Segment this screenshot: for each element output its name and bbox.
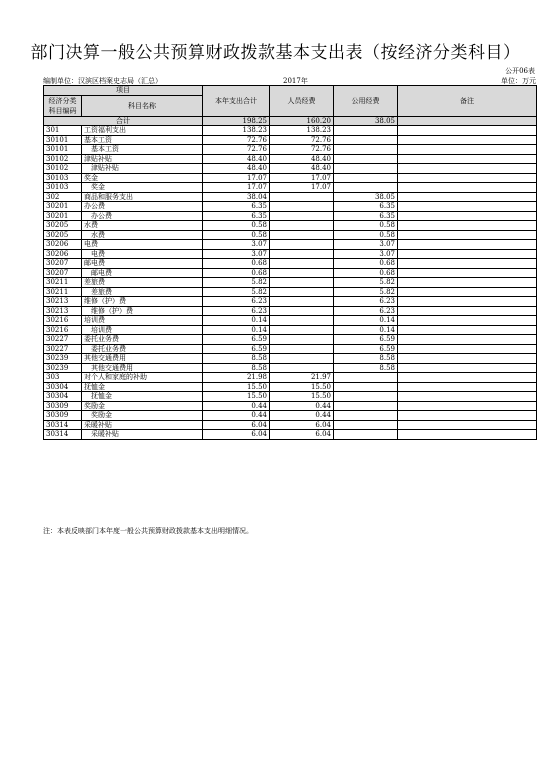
public-cell: 0.14	[334, 325, 398, 335]
total-cell: 3.07	[203, 240, 270, 250]
public-cell	[334, 135, 398, 145]
public-cell: 38.05	[334, 192, 398, 202]
total-cell: 0.68	[203, 268, 270, 278]
page-title: 部门决算一般公共预算财政拨款基本支出表（按经济分类科目）	[30, 43, 521, 63]
total-public-cell: 38.05	[334, 116, 398, 126]
personnel-cell	[270, 230, 334, 240]
remark-cell	[398, 268, 537, 278]
table-row	[44, 354, 537, 364]
code-cell: 30213	[44, 297, 82, 307]
public-cell: 0.68	[334, 259, 398, 269]
total-row	[44, 116, 537, 126]
name-cell: 维修（护）费	[82, 297, 203, 307]
name-cell: 其他交通费用	[82, 354, 203, 364]
remark-cell	[398, 259, 537, 269]
total-personnel-cell: 160.20	[270, 116, 334, 126]
code-cell: 30207	[44, 259, 82, 269]
expenditure-table	[43, 85, 537, 440]
remark-cell	[398, 230, 537, 240]
table-row	[44, 306, 537, 316]
name-cell: 津贴补贴	[82, 154, 203, 164]
table-row	[44, 145, 537, 155]
remark-cell	[398, 173, 537, 183]
remark-cell	[398, 325, 537, 335]
code-cell: 30206	[44, 240, 82, 250]
total-cell: 6.04	[203, 430, 270, 440]
public-cell: 8.58	[334, 354, 398, 364]
remark-cell	[398, 401, 537, 411]
name-cell: 奖金	[82, 173, 203, 183]
remark-cell	[398, 287, 537, 297]
table-row	[44, 316, 537, 326]
table-row	[44, 259, 537, 269]
table-row	[44, 373, 537, 383]
total-cell: 5.82	[203, 278, 270, 288]
table-row	[44, 164, 537, 174]
remark-cell	[398, 211, 537, 221]
personnel-cell	[270, 306, 334, 316]
code-cell: 30101	[44, 145, 82, 155]
table-row	[44, 325, 537, 335]
name-cell: 采暖补贴	[82, 420, 203, 430]
public-cell	[334, 126, 398, 136]
code-cell: 30211	[44, 287, 82, 297]
total-cell: 15.50	[203, 382, 270, 392]
table-row	[44, 420, 537, 430]
unit-label: 单位：万元	[501, 77, 536, 85]
remark-cell	[398, 145, 537, 155]
total-cell: 138.23	[203, 126, 270, 136]
name-cell: 采暖补贴	[82, 430, 203, 440]
code-cell: 30216	[44, 325, 82, 335]
remark-cell	[398, 363, 537, 373]
total-cell: 6.04	[203, 420, 270, 430]
remark-cell	[398, 249, 537, 259]
table-row	[44, 173, 537, 183]
personnel-cell: 72.76	[270, 145, 334, 155]
table-row	[44, 126, 537, 136]
code-cell: 30205	[44, 230, 82, 240]
total-cell: 8.58	[203, 363, 270, 373]
name-cell: 邮电费	[82, 268, 203, 278]
total-cell: 198.25	[203, 116, 270, 126]
table-row	[44, 297, 537, 307]
header-remark: 备注	[398, 86, 537, 117]
public-cell	[334, 164, 398, 174]
org-label: 编制单位：汉滨区档案史志局（汇总）	[43, 77, 162, 85]
name-cell: 委托业务费	[82, 335, 203, 345]
remark-cell	[398, 202, 537, 212]
public-cell	[334, 392, 398, 402]
name-cell: 商品和服务支出	[82, 192, 203, 202]
table-row	[44, 401, 537, 411]
remark-cell	[398, 306, 537, 316]
code-cell: 30239	[44, 363, 82, 373]
table-row	[44, 221, 537, 231]
personnel-cell: 48.40	[270, 154, 334, 164]
total-cell: 6.23	[203, 306, 270, 316]
name-cell: 差旅费	[82, 287, 203, 297]
code-cell: 30213	[44, 306, 82, 316]
personnel-cell	[270, 259, 334, 269]
name-cell: 电费	[82, 240, 203, 250]
personnel-cell	[270, 335, 334, 345]
table-row	[44, 192, 537, 202]
total-cell: 21.98	[203, 373, 270, 383]
remark-cell	[398, 382, 537, 392]
table-row	[44, 430, 537, 440]
remark-cell	[398, 154, 537, 164]
public-cell: 3.07	[334, 249, 398, 259]
name-cell: 办公费	[82, 202, 203, 212]
personnel-cell	[270, 297, 334, 307]
header-project: 项目	[44, 86, 203, 96]
code-cell: 301	[44, 126, 82, 136]
personnel-cell: 0.44	[270, 401, 334, 411]
table-row	[44, 240, 537, 250]
table-row	[44, 183, 537, 193]
code-cell: 303	[44, 373, 82, 383]
personnel-cell	[270, 344, 334, 354]
name-cell: 其他交通费用	[82, 363, 203, 373]
header-total: 本年支出合计	[203, 86, 270, 117]
public-cell: 6.59	[334, 344, 398, 354]
remark-cell	[398, 126, 537, 136]
remark-cell	[398, 297, 537, 307]
personnel-cell	[270, 268, 334, 278]
name-cell: 电费	[82, 249, 203, 259]
public-cell: 6.59	[334, 335, 398, 345]
personnel-cell: 6.04	[270, 420, 334, 430]
name-cell: 委托业务费	[82, 344, 203, 354]
total-cell: 5.82	[203, 287, 270, 297]
name-cell: 办公费	[82, 211, 203, 221]
header-code: 经济分类科目编码	[44, 95, 82, 116]
name-cell: 对个人和家庭的补助	[82, 373, 203, 383]
total-cell: 15.50	[203, 392, 270, 402]
personnel-cell	[270, 221, 334, 231]
public-cell: 6.23	[334, 306, 398, 316]
code-cell: 30211	[44, 278, 82, 288]
name-cell: 维修（护）费	[82, 306, 203, 316]
personnel-cell: 0.44	[270, 411, 334, 421]
total-cell: 72.76	[203, 145, 270, 155]
personnel-cell: 6.04	[270, 430, 334, 440]
code-cell: 30216	[44, 316, 82, 326]
code-cell: 30201	[44, 202, 82, 212]
public-cell	[334, 430, 398, 440]
personnel-cell: 15.50	[270, 392, 334, 402]
header-personnel: 人员经费	[270, 86, 334, 117]
personnel-cell	[270, 363, 334, 373]
public-cell	[334, 173, 398, 183]
code-cell: 302	[44, 192, 82, 202]
code-cell: 30304	[44, 382, 82, 392]
remark-cell	[398, 240, 537, 250]
code-cell: 30314	[44, 430, 82, 440]
name-cell: 奖金	[82, 183, 203, 193]
remark-cell	[398, 392, 537, 402]
total-cell: 17.07	[203, 183, 270, 193]
public-cell	[334, 183, 398, 193]
name-cell: 水费	[82, 230, 203, 240]
code-cell: 30309	[44, 411, 82, 421]
personnel-cell: 21.97	[270, 373, 334, 383]
table-row	[44, 135, 537, 145]
personnel-cell	[270, 202, 334, 212]
remark-cell	[398, 420, 537, 430]
total-cell: 72.76	[203, 135, 270, 145]
remark-cell	[398, 373, 537, 383]
personnel-cell	[270, 325, 334, 335]
year-label: 2017年	[283, 77, 308, 85]
personnel-cell	[270, 316, 334, 326]
table-row	[44, 335, 537, 345]
total-cell: 38.04	[203, 192, 270, 202]
code-cell: 30102	[44, 154, 82, 164]
code-cell: 30103	[44, 173, 82, 183]
code-cell: 30239	[44, 354, 82, 364]
personnel-cell	[270, 287, 334, 297]
total-cell: 0.58	[203, 230, 270, 240]
personnel-cell: 15.50	[270, 382, 334, 392]
name-cell: 奖励金	[82, 411, 203, 421]
total-remark-cell	[398, 116, 537, 126]
total-cell: 6.35	[203, 211, 270, 221]
name-cell: 邮电费	[82, 259, 203, 269]
personnel-cell	[270, 249, 334, 259]
code-cell: 30101	[44, 135, 82, 145]
code-cell: 30309	[44, 401, 82, 411]
total-cell: 0.14	[203, 325, 270, 335]
name-cell: 津贴补贴	[82, 164, 203, 174]
name-cell: 抚恤金	[82, 392, 203, 402]
public-cell: 3.07	[334, 240, 398, 250]
remark-cell	[398, 135, 537, 145]
table-row	[44, 344, 537, 354]
personnel-cell	[270, 354, 334, 364]
name-cell: 差旅费	[82, 278, 203, 288]
remark-cell	[398, 335, 537, 345]
name-cell: 培训费	[82, 316, 203, 326]
code-cell: 30304	[44, 392, 82, 402]
personnel-cell: 17.07	[270, 183, 334, 193]
name-cell: 培训费	[82, 325, 203, 335]
public-cell	[334, 411, 398, 421]
personnel-cell: 138.23	[270, 126, 334, 136]
public-cell: 0.14	[334, 316, 398, 326]
form-code: 公开06表	[505, 67, 535, 75]
name-cell: 基本工资	[82, 135, 203, 145]
total-cell: 17.07	[203, 173, 270, 183]
remark-cell	[398, 411, 537, 421]
code-cell: 30314	[44, 420, 82, 430]
personnel-cell	[270, 211, 334, 221]
public-cell: 0.58	[334, 221, 398, 231]
public-cell: 6.23	[334, 297, 398, 307]
public-cell	[334, 401, 398, 411]
public-cell	[334, 382, 398, 392]
remark-cell	[398, 183, 537, 193]
remark-cell	[398, 354, 537, 364]
code-cell: 30103	[44, 183, 82, 193]
public-cell	[334, 145, 398, 155]
total-cell: 6.23	[203, 297, 270, 307]
name-cell: 水费	[82, 221, 203, 231]
personnel-cell: 72.76	[270, 135, 334, 145]
public-cell: 5.82	[334, 278, 398, 288]
table-row	[44, 382, 537, 392]
table-row	[44, 211, 537, 221]
code-cell: 30205	[44, 221, 82, 231]
table-row	[44, 154, 537, 164]
personnel-cell	[270, 278, 334, 288]
code-cell: 30227	[44, 335, 82, 345]
table-row	[44, 287, 537, 297]
code-cell: 30201	[44, 211, 82, 221]
remark-cell	[398, 344, 537, 354]
total-cell: 0.44	[203, 411, 270, 421]
public-cell	[334, 154, 398, 164]
total-cell: 0.44	[203, 401, 270, 411]
code-cell: 30206	[44, 249, 82, 259]
public-cell	[334, 420, 398, 430]
total-cell: 0.14	[203, 316, 270, 326]
table-row	[44, 278, 537, 288]
remark-cell	[398, 430, 537, 440]
personnel-cell	[270, 240, 334, 250]
total-cell: 48.40	[203, 164, 270, 174]
header-public: 公用经费	[334, 86, 398, 117]
remark-cell	[398, 192, 537, 202]
public-cell: 0.68	[334, 268, 398, 278]
total-cell: 6.35	[203, 202, 270, 212]
total-label: 合计	[44, 116, 203, 126]
table-row	[44, 202, 537, 212]
table-row	[44, 411, 537, 421]
name-cell: 奖励金	[82, 401, 203, 411]
total-cell: 3.07	[203, 249, 270, 259]
table-row	[44, 363, 537, 373]
code-cell: 30207	[44, 268, 82, 278]
remark-cell	[398, 221, 537, 231]
personnel-cell: 48.40	[270, 164, 334, 174]
public-cell	[334, 373, 398, 383]
public-cell: 5.82	[334, 287, 398, 297]
table-row	[44, 249, 537, 259]
table-row	[44, 268, 537, 278]
code-cell: 30227	[44, 344, 82, 354]
name-cell: 工资福利支出	[82, 126, 203, 136]
name-cell: 基本工资	[82, 145, 203, 155]
remark-cell	[398, 164, 537, 174]
total-cell: 8.58	[203, 354, 270, 364]
table-row	[44, 230, 537, 240]
public-cell: 8.58	[334, 363, 398, 373]
personnel-cell: 17.07	[270, 173, 334, 183]
public-cell: 6.35	[334, 202, 398, 212]
name-cell: 抚恤金	[82, 382, 203, 392]
total-cell: 0.58	[203, 221, 270, 231]
footnote: 注：本表反映部门本年度一般公共预算财政拨款基本支出明细情况。	[43, 527, 253, 535]
public-cell: 6.35	[334, 211, 398, 221]
remark-cell	[398, 278, 537, 288]
total-cell: 6.59	[203, 344, 270, 354]
table-row	[44, 392, 537, 402]
public-cell: 0.58	[334, 230, 398, 240]
code-cell: 30102	[44, 164, 82, 174]
total-cell: 0.68	[203, 259, 270, 269]
remark-cell	[398, 316, 537, 326]
total-cell: 6.59	[203, 335, 270, 345]
header-name: 科目名称	[82, 95, 203, 116]
personnel-cell	[270, 192, 334, 202]
total-cell: 48.40	[203, 154, 270, 164]
